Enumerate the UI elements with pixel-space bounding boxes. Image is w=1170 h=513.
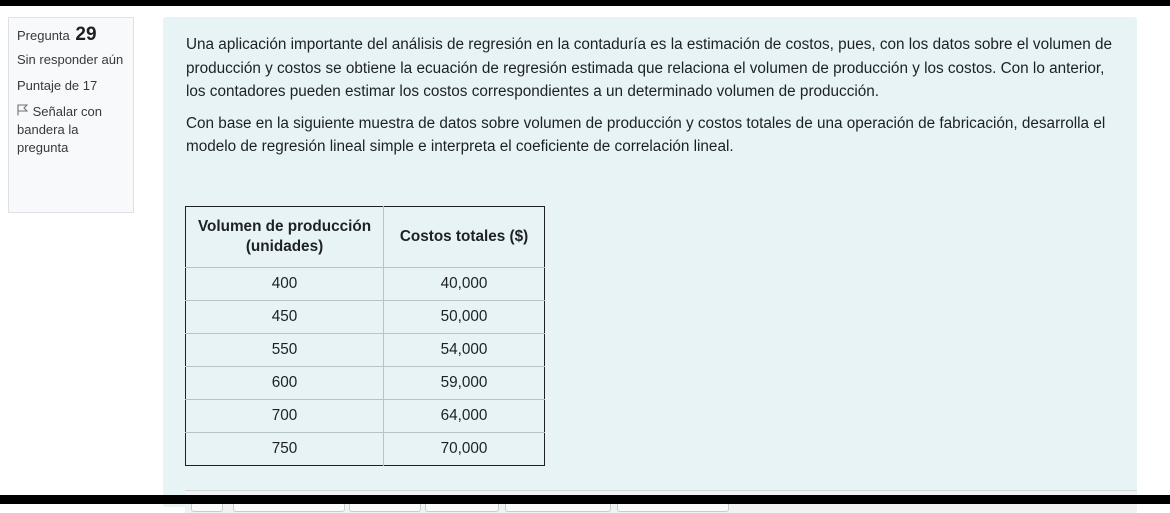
- table-row: [186, 433, 545, 466]
- top-edge-bar: [0, 0, 1170, 6]
- data-table: [185, 206, 545, 466]
- header-costs: Costos totales ($): [384, 207, 545, 268]
- question-number: [17, 26, 125, 45]
- question-number-value: 29: [75, 24, 97, 45]
- header-volume: Volumen de producción (unidades): [186, 207, 384, 268]
- flag-outline-icon: [17, 103, 29, 121]
- cell-costs: 64,000: [384, 400, 545, 433]
- cell-costs: 50,000: [384, 301, 545, 334]
- table-row: [186, 334, 545, 367]
- flag-question-label: Señalar con bandera la pregunta: [17, 104, 103, 155]
- question-paragraph-1: Una aplicación importante del análisis de regresión en la contaduría es la estimación de costos, pues, con los datos sobre el volumen de producción y costos se obtiene la ecuación de regresión estimada que relaciona el volumen de producción y los costos. Con lo anterior, los contadores pueden estimar los costos correspondientes a un determinado volumen de producción.: [186, 36, 1112, 100]
- table-row: [186, 367, 545, 400]
- cell-volume: 400: [186, 268, 384, 301]
- cell-costs: 59,000: [384, 367, 545, 400]
- cell-costs: 70,000: [440, 440, 488, 457]
- question-number-label: Pregunta: [17, 28, 70, 43]
- question-state: Sin responder aún: [17, 52, 124, 67]
- question-paragraph-2: Con base en la siguiente muestra de datos sobre volumen de producción y costos totales de una operación de fabricación, desarrolla el modelo de regresión lineal simple e interpreta el coeficiente de correlación lineal.: [186, 114, 1106, 155]
- table-header-row: [186, 207, 545, 268]
- cell-volume: 700: [186, 400, 384, 433]
- table-row: [186, 301, 545, 334]
- question-content: [163, 17, 1137, 507]
- table-row: [186, 268, 545, 301]
- flag-question-button[interactable]: [17, 103, 125, 157]
- cell-volume: 750: [186, 433, 384, 466]
- cell-volume: 550: [186, 334, 384, 367]
- cell-volume: 450: [186, 301, 384, 334]
- question-text: [186, 33, 1116, 167]
- question-grade: Puntaje de 17: [17, 78, 98, 93]
- question-info-panel: [8, 17, 134, 213]
- cell-volume: 600: [186, 367, 384, 400]
- cell-costs: 54,000: [384, 334, 545, 367]
- cell-costs: 40,000: [384, 268, 545, 301]
- bottom-edge-bar: [0, 495, 1170, 504]
- table-row: [186, 400, 545, 433]
